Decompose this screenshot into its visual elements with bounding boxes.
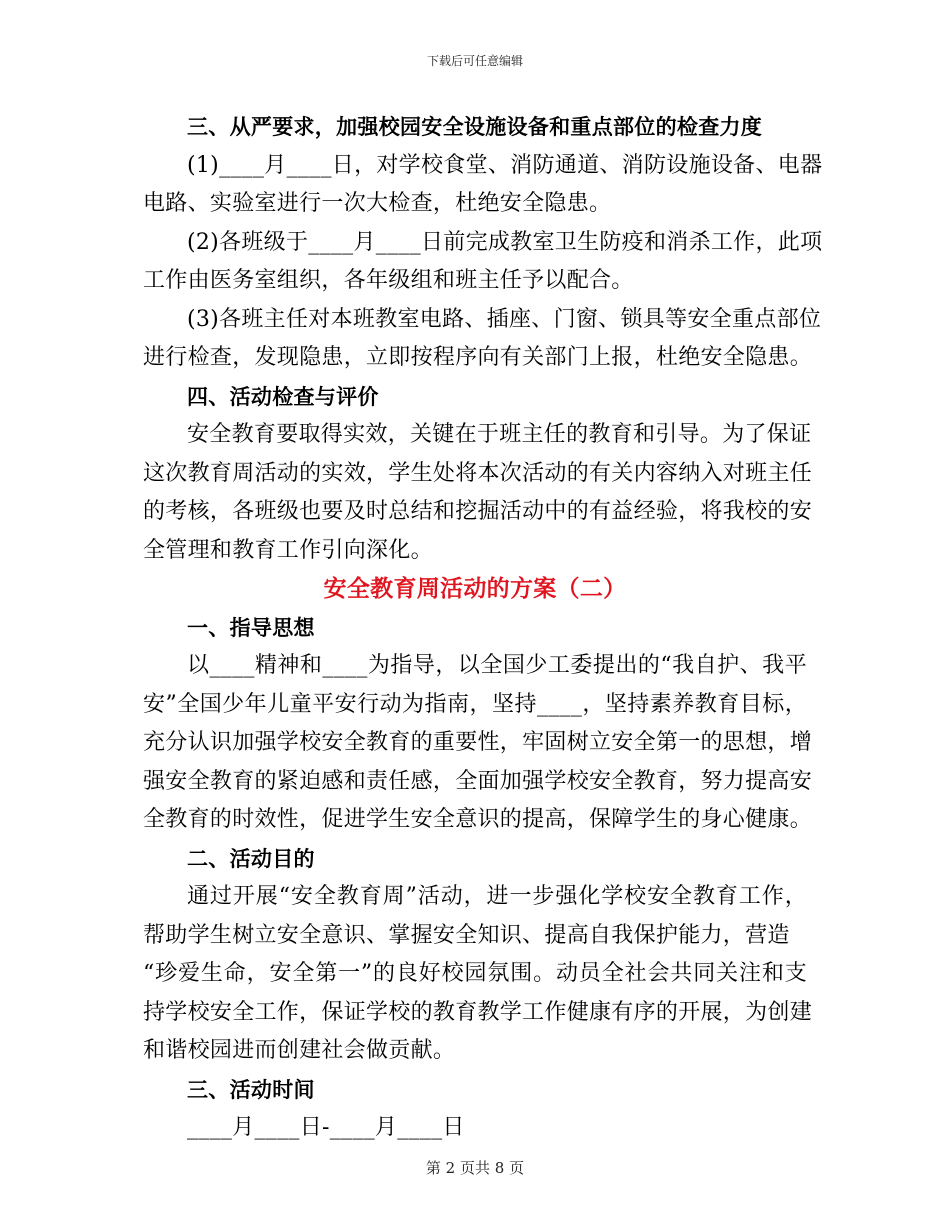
section-heading: 二、活动目的 — [187, 846, 315, 871]
paragraph-line: 进行检查，发现隐患，立即按程序向有关部门上报，杜绝安全隐患。 — [143, 345, 813, 370]
paragraph-line: (3)各班主任对本班教室电路、插座、门窗、锁具等安全重点部位 — [187, 306, 822, 332]
page-header-note: 下载后可任意编辑 — [426, 54, 523, 68]
paragraph-line: 工作由医务室组织，各年级组和班主任予以配合。 — [143, 268, 634, 293]
section-heading: 一、指导思想 — [187, 615, 315, 640]
paragraph-line: ____月____日-____月____日 — [187, 1115, 465, 1140]
paragraph-line: 全教育的时效性，促进学生安全意识的提高，保障学生的身心健康。 — [143, 807, 813, 832]
paragraph-line: 这次教育周活动的实效，学生处将本次活动的有关内容纳入对班主任 — [143, 460, 813, 486]
paragraph-line: 和谐校园进而创建社会做贡献。 — [143, 1038, 456, 1063]
paragraph-line: (2)各班级于____月____日前完成教室卫生防疫和消杀工作，此项 — [187, 229, 823, 255]
paragraph-line: 安全教育要取得实效，关键在于班主任的教育和引导。为了保证 — [187, 422, 812, 447]
paragraph-line: 持学校安全工作，保证学校的教育教学工作健康有序的开展，为创建 — [143, 999, 813, 1025]
paragraph-line: (1)____月____日，对学校食堂、消防通道、消防设施设备、电器 — [187, 152, 823, 178]
paragraph-line: 充分认识加强学校安全教育的重要性，牢固树立安全第一的思想，增 — [143, 730, 813, 755]
paragraph-line: 全管理和教育工作引向深化。 — [143, 537, 433, 563]
section-heading: 三、从严要求，加强校园安全设施设备和重点部位的检查力度 — [187, 115, 763, 139]
section-heading: 三、活动时间 — [187, 1077, 315, 1102]
document-body — [143, 108, 823, 1148]
paragraph-line: 以____精神和____为指导，以全国少工委提出的“我自护、我平 — [187, 653, 807, 678]
paragraph-line: 强安全教育的紧迫感和责任感，全面加强学校安全教育，努力提高安 — [143, 768, 813, 794]
document-title: 安全教育周活动的方案（二） — [323, 576, 627, 602]
paragraph-line: 的考核，各班级也要及时总结和挖掘活动中的有益经验，将我校的安 — [143, 499, 813, 524]
page-footer-number: 第 2 页共 8 页 — [425, 1159, 525, 1177]
paragraph-line: 电路、实验室进行一次大检查，杜绝安全隐患。 — [143, 191, 612, 216]
section-heading: 四、活动检查与评价 — [187, 384, 379, 409]
paragraph-line: 通过开展“安全教育周”活动，进一步强化学校安全教育工作， — [187, 884, 807, 909]
paragraph-line: 帮助学生树立安全意识、掌握安全知识、提高自我保护能力，营造 — [143, 922, 790, 948]
paragraph-line: 安”全国少年儿童平安行动为指南，坚持____，坚持素养教育目标， — [143, 691, 807, 717]
paragraph-line: “珍爱生命，安全第一”的良好校园氛围。动员全社会共同关注和支 — [143, 961, 807, 986]
